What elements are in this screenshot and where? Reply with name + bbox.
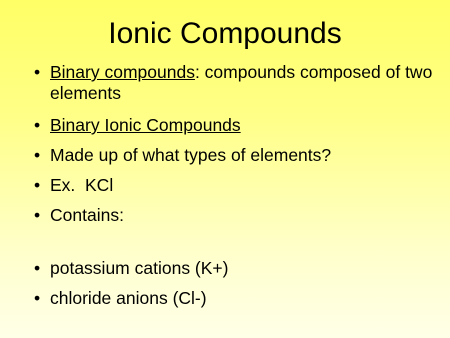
bullet-list [34,62,434,318]
bullet-text: Made up of what types of elements? [50,145,332,165]
bullet-marker: • [34,115,41,135]
bullet-item-binary-ionic-compounds [34,115,434,136]
bullet-item-contains [34,205,434,226]
bullet-marker: • [34,62,41,82]
slide-title: Ionic Compounds [108,17,342,50]
underlined-term: Binary Ionic Compounds [50,115,241,135]
bullet-text: potassium cations (K+) [50,258,229,278]
bullet-text: Contains: [50,205,124,225]
underlined-term: Binary compounds [50,62,195,82]
bullet-marker: • [34,258,41,278]
bullet-marker: • [34,145,41,165]
bullet-item-potassium-cations [34,258,434,279]
bullet-marker: • [34,175,41,195]
bullet-item-question [34,145,434,166]
bullet-item-chloride-anions [34,288,434,309]
bullet-item-example [34,175,434,196]
bullet-text: : compounds composed of two elements [50,62,433,103]
bullet-marker: • [34,205,41,225]
bullet-marker: • [34,288,41,308]
bullet-item-binary-compounds [34,62,434,104]
bullet-text: chloride anions (Cl-) [50,288,207,308]
bullet-text: Ex. KCl [50,175,114,195]
